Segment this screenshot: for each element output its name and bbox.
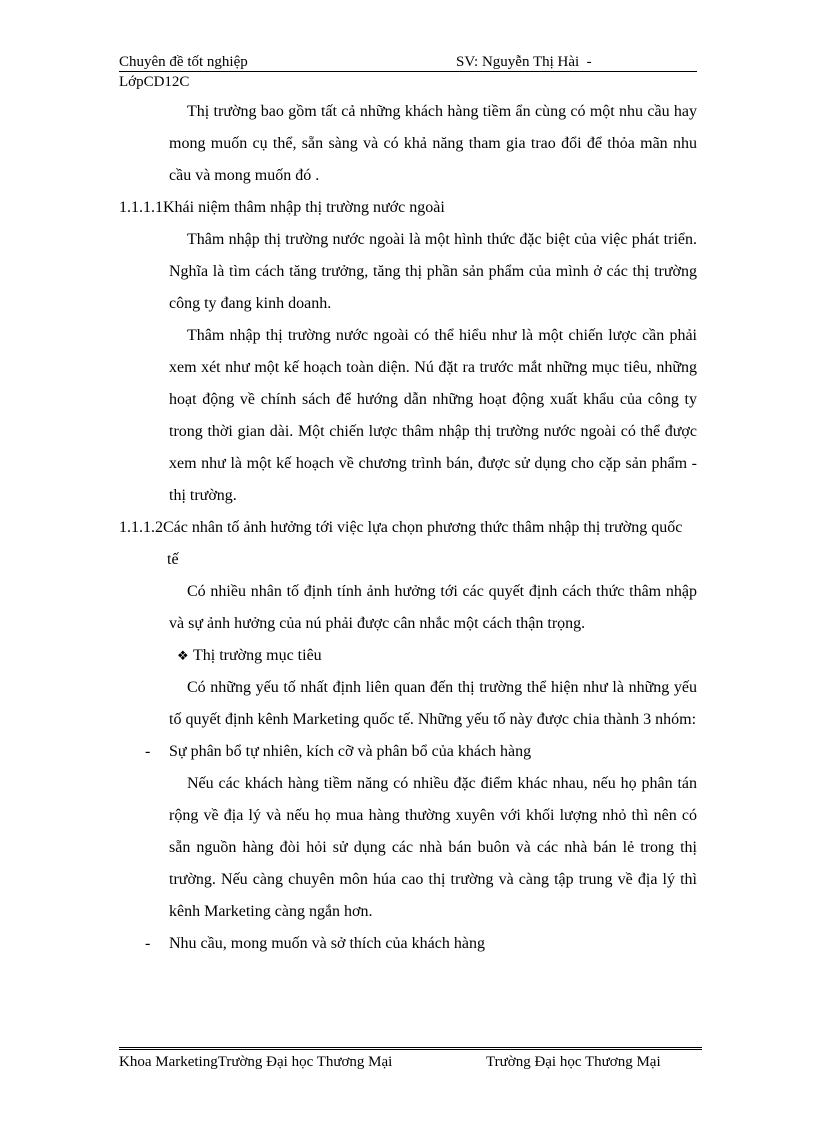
section-number: 1.1.1.2: [119, 519, 163, 536]
section-title: Khái niệm thâm nhập thị trường nước ngoài: [163, 199, 445, 216]
bullet-label: Thị trường mục tiêu: [193, 647, 322, 664]
dash-item-needs: [119, 928, 697, 960]
header-rule: [119, 71, 697, 72]
header-title: Chuyên đề tốt nghiệp: [119, 54, 248, 70]
footer-rule-secondary: [119, 1049, 702, 1050]
header-student: SV: Nguyễn Thị Hài -: [456, 54, 592, 70]
section-title: Các nhân tố ảnh hưởng tới việc lựa chọn phương thức thâm nhập thị trường quốc tế: [163, 519, 683, 568]
dash-bullet: -: [145, 935, 151, 952]
footer-faculty: Khoa MarketingTrường Đại học Thương Mại: [119, 1054, 393, 1070]
section-number: 1.1.1.1: [119, 199, 163, 216]
dash-bullet: -: [145, 743, 151, 760]
paragraph-market-definition: Thị trường bao gồm tất cả những khách hàng tiềm ẩn cùng có một nhu cầu hay mong muốn cụ thể, sẵn sàng và có khả năng tham gia trao đổi để thỏa mãn nhu cầu và mong muốn đó .: [169, 103, 697, 184]
paragraph-customer-distribution: Nếu các khách hàng tiềm năng có nhiều đặc điểm khác nhau, nếu họ phân tán rộng về địa lý và nếu họ mua hàng thường xuyên với khối lượng nhỏ thì nên có sẵn nguồn hàng đòi hỏi sử dụng các nhà bán buôn và các nhà bán lẻ trong thị trường. Nếu càng chuyên môn húa cao thị trường và càng tập trung về địa lý thì kênh Marketing càng ngắn hơn.: [169, 775, 697, 920]
paragraph-factors-intro: Có nhiều nhân tố định tính ảnh hưởng tới các quyết định cách thức thâm nhập và sự ảnh hưởng của nú phải được cân nhắc một cách thận trọng.: [169, 583, 697, 632]
footer-rule: [119, 1047, 702, 1048]
header-class: LớpCD12C: [119, 74, 190, 90]
bullet-target-market: [119, 640, 697, 672]
dash-item-label: Nhu cầu, mong muốn và sở thích của khách hàng: [169, 935, 485, 952]
paragraph-market-factors: Có những yếu tố nhất định liên quan đến thị trường thể hiện như là những yếu tố quyết định kênh Marketing quốc tế. Những yếu tố này được chia thành 3 nhóm:: [169, 679, 697, 728]
diamond-bullet-icon: ❖: [177, 648, 189, 663]
section-heading-1-1-1-2: [119, 512, 697, 576]
dash-item-distribution: [119, 736, 697, 768]
document-body: [119, 96, 697, 960]
paragraph-penetration-definition: Thâm nhập thị trường nước ngoài là một hình thức đặc biệt của việc phát triển. Nghĩa là tìm cách tăng trưởng, tăng thị phần sản phẩm của mình ở các thị trường công ty đang kinh doanh.: [169, 231, 697, 312]
dash-item-label: Sự phân bổ tự nhiên, kích cỡ và phân bổ của khách hàng: [169, 743, 532, 760]
paragraph-penetration-strategy: Thâm nhập thị trường nước ngoài có thể hiểu như là một chiến lược cần phải xem xét như một kế hoạch toàn diện. Nú đặt ra trước mắt những mục tiêu, những hoạt động về chính sách để hướng dẫn những hoạt động xuất khẩu của công ty trong thời gian dài. Một chiến lược thâm nhập thị trường nước ngoài có thể được xem như là một kế hoạch về chương trình bán, được sử dụng cho cặp sản phẩm - thị trường.: [169, 327, 697, 504]
section-heading-1-1-1-1: [119, 192, 697, 224]
footer-university: Trường Đại học Thương Mại: [486, 1054, 661, 1070]
